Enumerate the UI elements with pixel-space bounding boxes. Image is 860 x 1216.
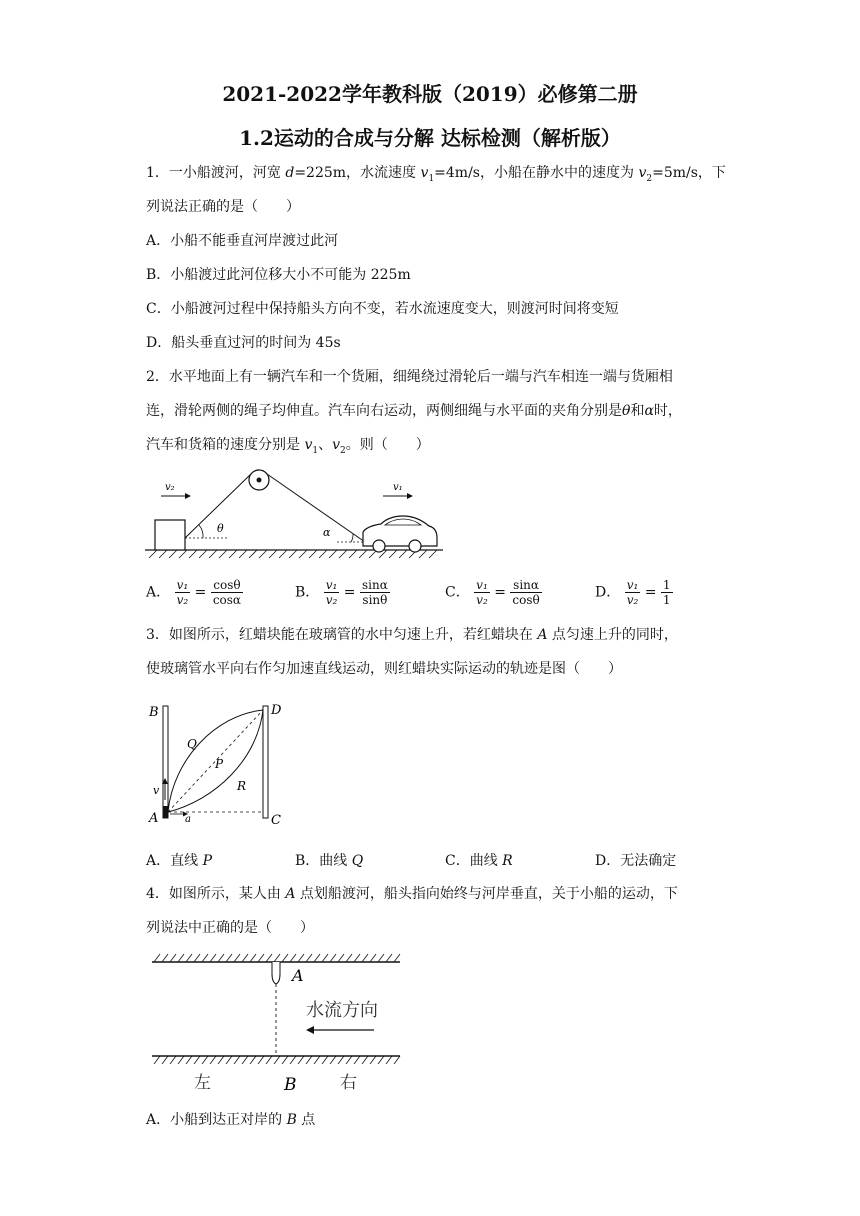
q3-option-a: A．直线 P (146, 853, 212, 869)
q2-option-a: A． $\frac{\text{v₁}}{\text{v₂}}$ = $\frac{\cos\theta}{\cos\alpha}$ (146, 578, 242, 607)
label-B: B (149, 705, 159, 720)
document-title: 2021-2022学年教科版（2019）必修第二册 (222, 82, 638, 106)
label-C: C (271, 813, 281, 828)
q3-stem-line2: 使玻璃管水平向右作匀加速直线运动，则红蜡块实际运动的轨迹是图（ ） (146, 661, 622, 677)
q1-stem-line1: 1．一小船渡河，河宽 d=225m，水流速度 $v_1=4m/s$，小船在静水中的速度为 $v_2=5m/s$，下 (146, 165, 726, 184)
label-A: A (149, 811, 159, 826)
q3-option-c: C．曲线 R (445, 853, 513, 869)
q2-option-c: C． $\frac{\text{v₁}}{\text{v₂}}$ = $\frac{\sin\alpha}{\cos\theta}$ (445, 578, 540, 607)
q1-option-c: C．小船渡河过程中保持船头方向不变，若水流速度变大，则渡河时间将变短 (146, 301, 619, 317)
q2-stem-line3: 汽车和货箱的速度分别是 $v_1$、$v_2$。则（ ） (146, 437, 430, 456)
q1-stem-line2: 列说法正确的是（ ） (146, 199, 300, 215)
label-left: 左 (194, 1073, 211, 1093)
q3-stem-line1: 3．如图所示，红蜡块能在玻璃管的水中匀速上升，若红蜡块在 A 点匀速上升的同时， (146, 627, 678, 643)
q4-river-figure (148, 950, 404, 1100)
v2-label: v₂ (165, 482, 175, 493)
q1-option-b: B．小船渡过此河位移大小不可能为 225m (146, 267, 411, 283)
label-R: R (237, 779, 247, 793)
q2-stem-line1: 2．水平地面上有一辆汽车和一个货厢，细绳绕过滑轮后一端与汽车相连一端与货厢相 (146, 369, 673, 385)
flow-direction-label: 水流方向 (306, 1000, 378, 1021)
document-subtitle: 1.2运动的合成与分解 达标检测（解析版） (239, 126, 621, 150)
q3-trajectory-figure (145, 700, 295, 830)
label-right: 右 (340, 1073, 357, 1093)
label-a: a (185, 814, 191, 825)
q2-option-d: D． $\frac{\text{v₁}}{\text{v₂}}$ = $\frac{1}{1}$ (595, 578, 671, 607)
alpha-label: α (323, 526, 331, 539)
q1-option-d: D．船头垂直过河的时间为 45s (146, 335, 341, 351)
q2-stem-line2: 连，滑轮两侧的绳子均伸直。汽车向右运动，两侧细绳与水平面的夹角分别是θ和α时， (146, 403, 682, 419)
q1-option-a: A．小船不能垂直河岸渡过此河 (146, 233, 339, 249)
label-D: D (271, 703, 282, 718)
v1-label: v₁ (393, 482, 403, 493)
q2-option-b: B． $\frac{\text{v₁}}{\text{v₂}}$ = $\frac{\sin\alpha}{\sin\theta}$ (295, 578, 388, 607)
q4-stem-line1: 4．如图所示，某人由 A 点划船渡河，船头指向始终与河岸垂直，关于小船的运动，下 (146, 886, 678, 902)
label-v: v (153, 784, 160, 797)
q2-pulley-figure (145, 462, 445, 562)
q3-option-b: B．曲线 Q (295, 853, 364, 869)
label-B: B (284, 1075, 297, 1095)
q4-stem-line2: 列说法中正确的是（ ） (146, 920, 314, 936)
q4-option-a: A．小船到达正对岸的 B 点 (146, 1112, 316, 1128)
label-Q: Q (187, 737, 197, 751)
label-P: P (215, 757, 224, 771)
label-A: A (292, 966, 304, 985)
theta-label: θ (217, 522, 224, 535)
q3-option-d: D．无法确定 (595, 853, 677, 869)
